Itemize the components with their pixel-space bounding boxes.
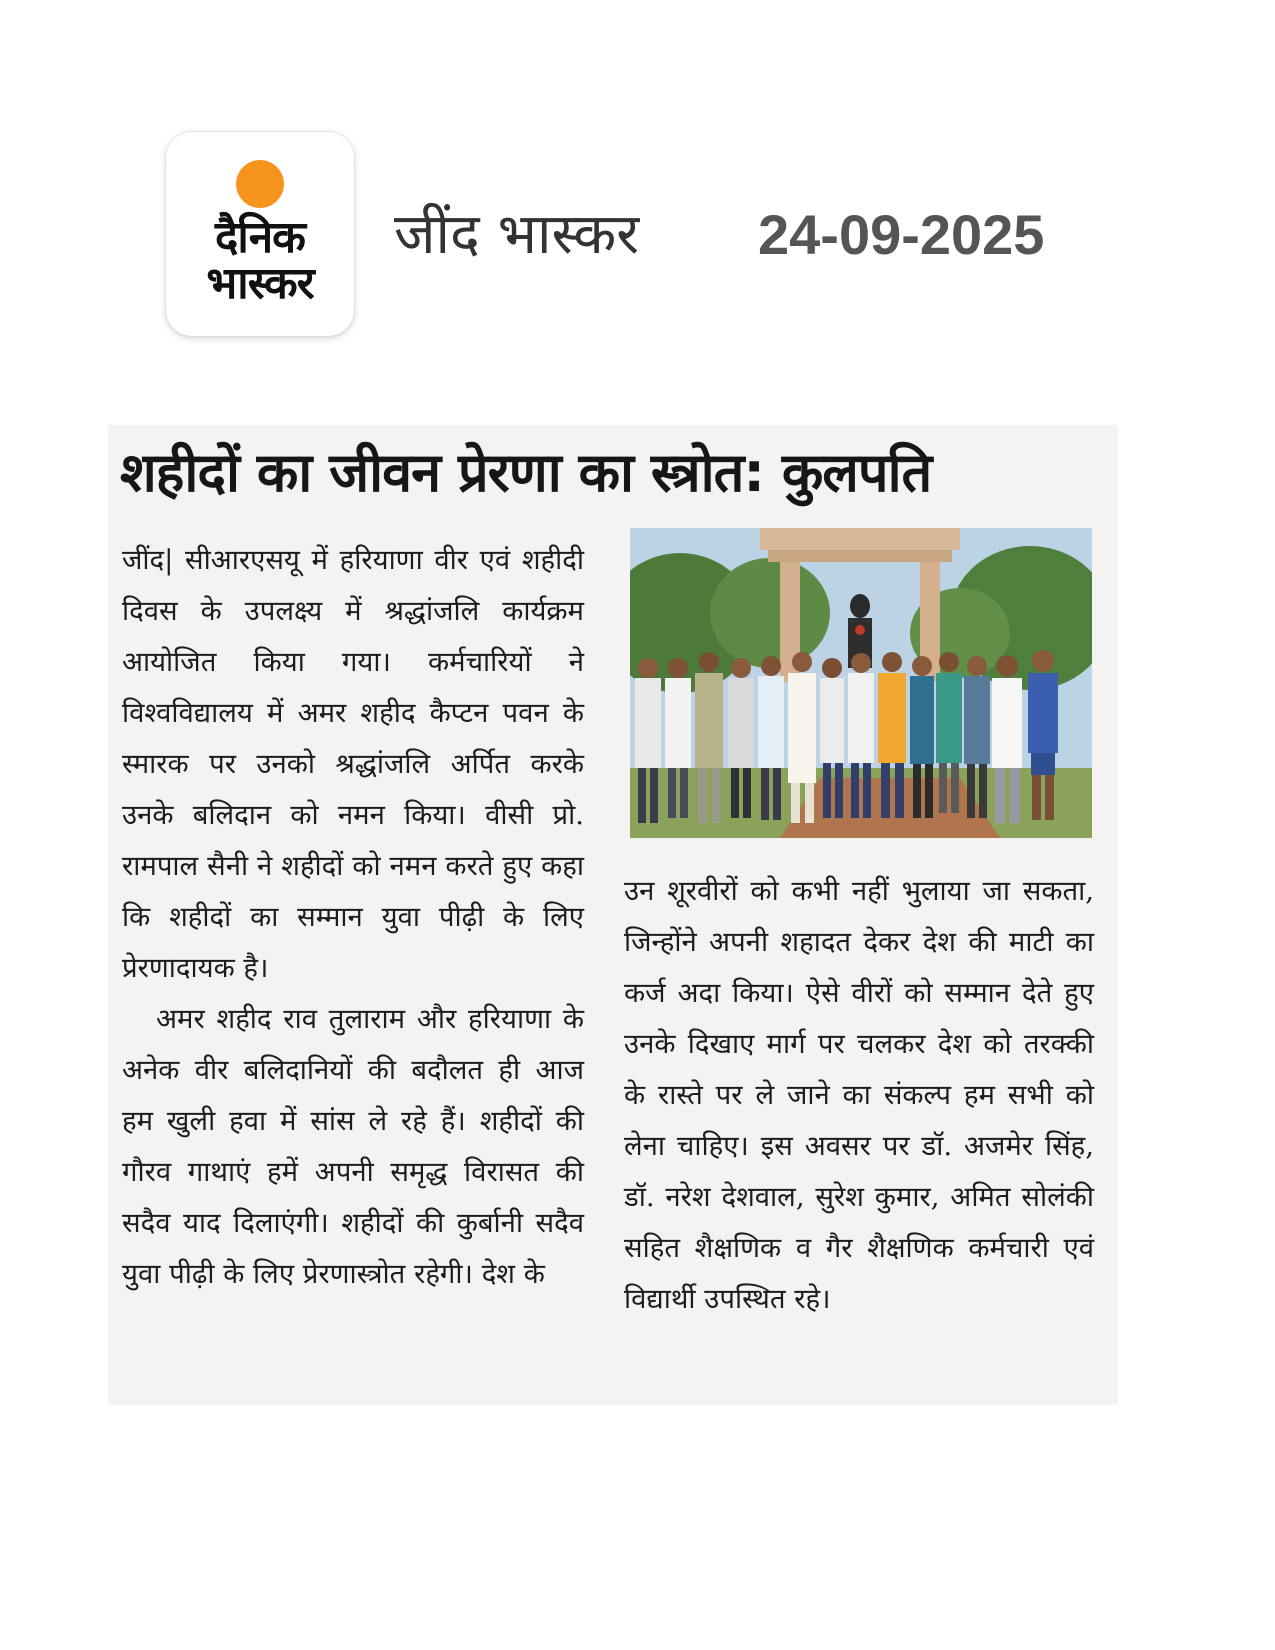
article-paragraph: जींद| सीआरएसयू में हरियाणा वीर एवं शहीदी दिवस के उपलक्ष्य में श्रद्धांजलि कार्यक्रम आयोजित किया गया। कर्मचारियों ने विश्वविद्यालय में अमर शहीद कैप्टन पवन के स्मारक पर उनको श्रद्धांजलि अर्पित करके उनके बलिदान को नमन किया। वीसी प्रो. रामपाल सैनी ने शहीदों को नमन करते हुए कहा कि शहीदों का सम्मान युवा पीढ़ी के लिए प्रेरणादायक है। <box>122 544 584 984</box>
article-photo <box>630 528 1092 838</box>
edition-title: जींद भास्कर <box>394 202 640 267</box>
article-paragraph: उन शूरवीरों को कभी नहीं भुलाया जा सकता, जिन्होंने अपनी शहादत देकर देश की माटी का कर्ज अदा किया। ऐसे वीरों को सम्मान देते हुए उनके दिखाए मार्ग पर चलकर देश को तरक्की के रास्ते पर ले जाने का संकल्प हम सभी को लेना चाहिए। इस अवसर पर डॉ. अजमेर सिंह, डॉ. नरेश देशवाल, सुरेश कुमार, अमित सोलंकी सहित शैक्षणिक व गैर शैक्षणिक कर्मचारी एवं विद्यार्थी उपस्थित रहे। <box>624 875 1094 1315</box>
article-paragraph: अमर शहीद राव तुलाराम और हरियाणा के अनेक वीर बलिदानियों की बदौलत ही आज हम खुली हवा में सांस ले रहे हैं। शहीदों की गौरव गाथाएं हमें अपनी समृद्ध विरासत की सदैव याद दिलाएंगी। शहीदों की कुर्बानी सदैव युवा पीढ़ी के लिए प्रेरणास्त्रोत रहेगी। देश के <box>122 1003 584 1290</box>
logo-text-line2: भास्कर <box>206 258 314 309</box>
article-headline: शहीदों का जीवन प्रेरणा का स्त्रोत: कुलपति <box>120 441 932 504</box>
publication-date: 24-09-2025 <box>758 203 1045 266</box>
logo-text-line1: दैनिक <box>215 212 305 263</box>
dainik-bhaskar-logo <box>166 132 354 336</box>
article-column-right <box>624 866 1094 1325</box>
group-photo-memorial <box>630 528 1092 838</box>
sun-logo-icon <box>236 160 284 208</box>
article-column-left <box>122 535 584 1300</box>
